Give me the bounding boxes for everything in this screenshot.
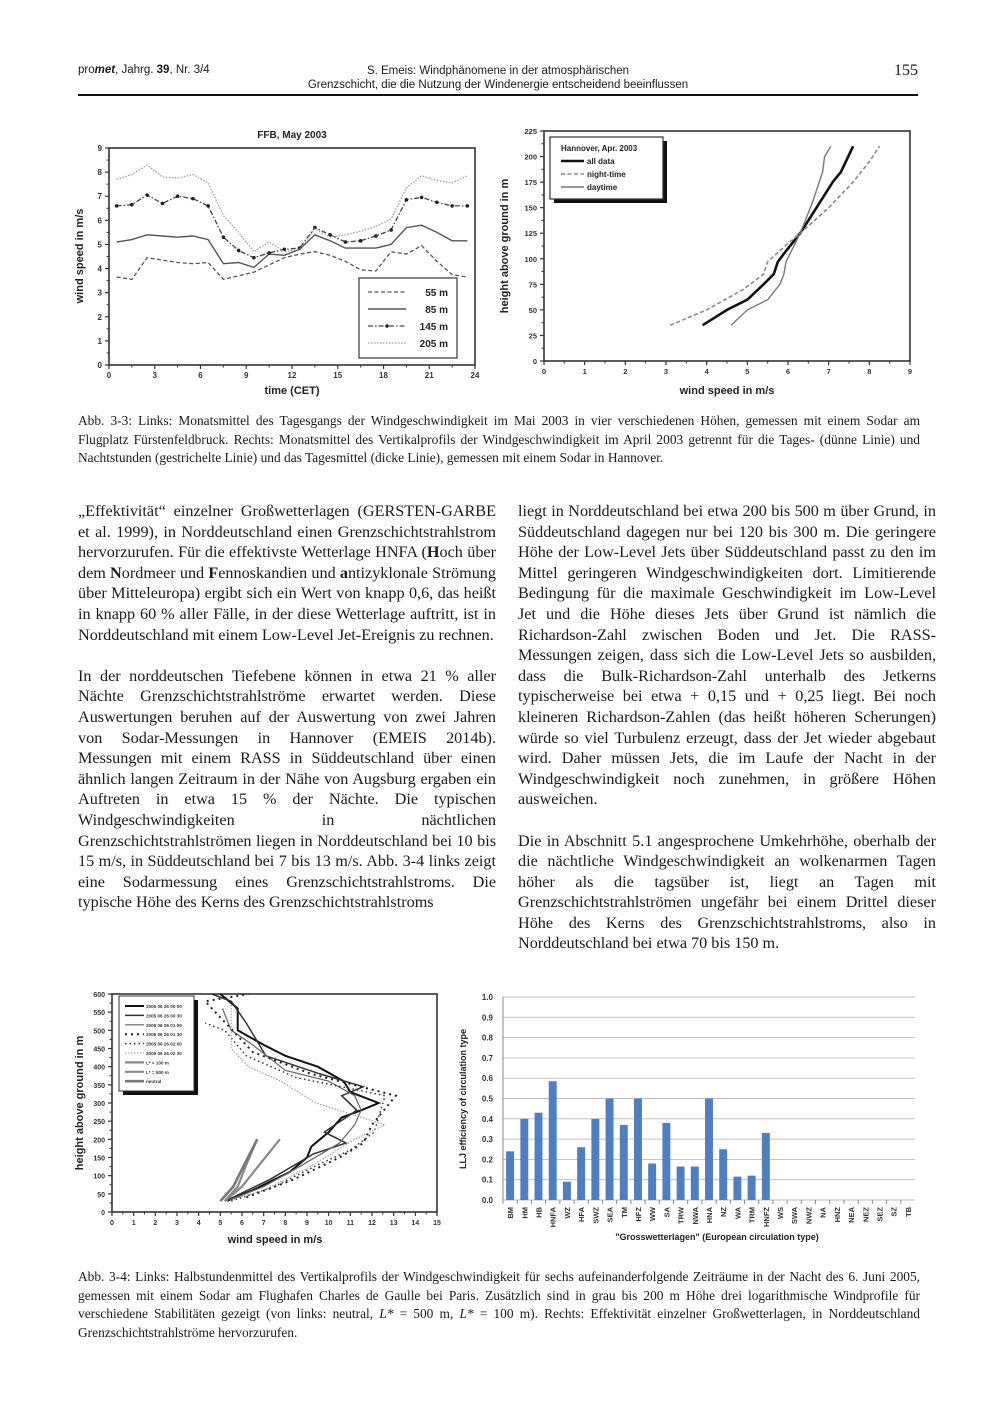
legend-label: 2005 06 26 02 30	[146, 1051, 182, 1056]
legend-label: neutral	[146, 1079, 162, 1085]
journal-name-italic: met	[94, 64, 116, 76]
x-tick-label: 13	[389, 1220, 398, 1227]
paragraph: In der norddeutschen Tiefebene können in etwa 21 % aller Nächte Grenzschichtstrahlströme erwartet werden. Diese Auswertungen beruhen auf der Auswertung von zwei Jahren von Sodar-Messungen in Hannover (EMEIS 2014b). Messungen mit einem RASS in Süddeutschland über einen ähnlich langen Zeitraum in der Nähe von Augsburg ergaben ein Auftreten in etwa 15 % der Nächte. Die typischen Windgeschwindigkeiten in nächtlichen Grenzschichtstrahlströmen liegen in Norddeutschland bei 10 bis 15 m/s, in Süddeutschland bei 7 bis 13 m/s. Abb. 3-4 links zeigt eine Sodarmessung eines Grenzschichtstrahlstroms. Die typische Höhe des Kerns des Grenzschichtstrahlstroms	[78, 666, 496, 912]
journal-year: , Jahrg.	[115, 64, 157, 76]
y-tick-label: 100	[524, 254, 537, 264]
bar	[549, 1081, 557, 1200]
y-axis-label: wind speed in m/s	[74, 208, 86, 304]
x-tick-label: 3	[175, 1220, 179, 1227]
y-tick-label: 100	[93, 1173, 105, 1181]
x-tick-label: 4	[196, 1220, 201, 1227]
bar	[606, 1099, 614, 1201]
bar	[506, 1151, 514, 1200]
x-tick-label: NZ	[719, 1207, 729, 1217]
chart-title: FFB, May 2003	[257, 130, 327, 141]
x-tick-label: HNFA	[548, 1207, 558, 1228]
bar	[762, 1133, 770, 1200]
x-axis-label: wind speed in m/s	[227, 1234, 323, 1246]
x-tick-label: 3	[152, 371, 157, 380]
bar	[719, 1149, 727, 1200]
x-tick-label: 10	[324, 1220, 333, 1227]
bar	[520, 1119, 528, 1200]
x-tick-label: 0	[541, 367, 547, 376]
x-tick-label: WA	[733, 1207, 743, 1220]
x-tick-label: 7	[826, 367, 831, 376]
series-line	[731, 146, 831, 325]
x-tick-label: HNZ	[832, 1207, 842, 1223]
y-tick-label: 1.0	[481, 993, 493, 1002]
y-tick-label: 75	[528, 280, 537, 290]
x-tick-label: HM	[520, 1207, 530, 1219]
x-tick-label: 21	[424, 371, 434, 380]
series-line	[117, 225, 468, 267]
x-tick-label: WW	[648, 1207, 658, 1222]
x-tick-label: 14	[411, 1220, 420, 1227]
y-tick-label: 200	[524, 152, 537, 162]
y-tick-label: 400	[93, 1064, 105, 1072]
chart-hannover-profile	[495, 118, 925, 403]
x-tick-label: 18	[379, 371, 388, 380]
x-axis-label: wind speed in m/s	[679, 385, 775, 397]
y-tick-label: 9	[97, 144, 102, 153]
y-tick-label: 300	[93, 1101, 105, 1108]
x-tick-label: 8	[867, 367, 872, 376]
x-tick-label: 15	[333, 371, 343, 380]
bar	[733, 1177, 741, 1200]
y-tick-label: 600	[93, 992, 105, 999]
x-axis-label: "Grosswetterlagen" (European circulation type)	[615, 1232, 819, 1242]
running-header	[78, 62, 918, 96]
series-line	[205, 994, 396, 1198]
x-tick-label: HB	[534, 1207, 544, 1218]
x-tick-label: SZ	[889, 1207, 899, 1217]
y-axis-label: LLJ efficiency of circulation type	[458, 1028, 468, 1170]
journal-issue: , Nr. 3/4	[169, 64, 210, 76]
text-column-left	[78, 501, 496, 913]
x-tick-label: NEA	[847, 1207, 857, 1223]
y-tick-label: 0	[101, 1210, 105, 1217]
x-tick-label: 9	[907, 367, 913, 376]
chart-llj-profiles	[70, 983, 450, 1248]
legend-label: 2005 06 26 00 30	[146, 1013, 182, 1019]
y-axis-label: height above ground in m	[74, 1035, 86, 1171]
x-tick-label: TRM	[747, 1207, 757, 1224]
paragraph: Die in Abschnitt 5.1 angesprochene Umkehrhöhe, oberhalb der die nächtliche Windgeschwindigkeit an wolkenarmen Tagen höher als die tagsüber ist, liegt an Tagen mit Grenzschichtstrahlströmen ungefähr bei einem Drittel dieser Höhe des Kerns des Grenzschichtstrahlstroms, also in Norddeutschland bei etwa 70 bis 150 m.	[518, 831, 936, 953]
x-tick-label: SWZ	[591, 1207, 601, 1224]
x-tick-label: SEZ	[875, 1207, 885, 1222]
y-tick-label: 8	[97, 168, 102, 178]
x-tick-label: SA	[662, 1207, 672, 1218]
series-line	[227, 1005, 385, 1201]
chart-llj-svg	[70, 983, 450, 1248]
bar	[677, 1167, 685, 1200]
y-tick-label: 350	[93, 1082, 105, 1090]
x-tick-label: HNA	[705, 1207, 714, 1224]
chart-hannover-svg	[495, 118, 925, 403]
x-tick-label: 4	[704, 367, 709, 376]
bar	[648, 1163, 656, 1200]
x-tick-label: 11	[346, 1220, 355, 1227]
y-tick-label: 0.5	[481, 1094, 493, 1104]
y-tick-label: 0.6	[481, 1074, 493, 1084]
y-tick-label: 125	[524, 229, 537, 239]
y-tick-label: 25	[528, 331, 537, 341]
article-title-line2: Grenzschicht, die die Nutzung der Windenergie entscheidend beeinflussen	[307, 79, 689, 91]
x-tick-label: HNFZ	[761, 1207, 771, 1227]
series-line	[703, 146, 854, 325]
legend-label: 85 m	[425, 305, 448, 316]
x-tick-label: 1	[131, 1220, 136, 1227]
x-tick-label: 3	[663, 367, 669, 376]
x-tick-label: 8	[283, 1220, 288, 1227]
y-tick-label: 7	[97, 192, 102, 202]
legend-label: night-time	[587, 170, 626, 179]
legend-label: 205 m	[419, 339, 448, 350]
x-tick-label: NWA	[690, 1207, 700, 1225]
y-tick-label: 0.3	[481, 1135, 493, 1145]
x-tick-label: 0	[106, 371, 112, 380]
bar	[634, 1099, 642, 1201]
x-tick-label: 2	[623, 367, 628, 376]
y-tick-label: 2	[97, 312, 102, 322]
y-tick-label: 0.7	[481, 1053, 493, 1063]
x-tick-label: TB	[903, 1207, 913, 1217]
y-tick-label: 550	[93, 1010, 105, 1018]
x-tick-label: 1	[582, 367, 587, 376]
legend-label: L* = 500 m	[146, 1069, 169, 1075]
y-tick-label: 150	[524, 203, 537, 213]
bar	[662, 1123, 670, 1200]
x-tick-label: TM	[619, 1207, 629, 1218]
journal-prefix: pro	[78, 64, 95, 76]
x-tick-label: HFA	[577, 1207, 587, 1222]
legend-label: L* = 100 m	[146, 1060, 169, 1066]
y-tick-label: 450	[93, 1046, 105, 1054]
y-tick-label: 0	[532, 357, 537, 366]
x-tick-label: SWA	[790, 1207, 800, 1225]
x-tick-label: 6	[785, 367, 791, 376]
x-tick-label: BM	[506, 1207, 516, 1219]
bar	[577, 1147, 585, 1200]
article-title-line1: S. Emeis: Windphänomene in der atmosphärischen	[366, 65, 630, 77]
x-tick-label: 12	[368, 1220, 376, 1227]
page-number: 155	[894, 62, 918, 79]
y-tick-label: 150	[93, 1155, 105, 1163]
legend-label: 55 m	[425, 288, 448, 299]
y-tick-label: 0	[97, 361, 102, 370]
legend-label: 2005 06 26 01 30	[146, 1032, 182, 1038]
y-tick-label: 250	[93, 1119, 105, 1127]
x-tick-label: 2	[153, 1220, 158, 1227]
y-tick-label: 5	[97, 240, 102, 250]
y-tick-label: 0.9	[481, 1013, 493, 1023]
journal-volume: 39	[156, 64, 170, 76]
x-tick-label: 9	[244, 371, 249, 380]
paragraph: liegt in Norddeutschland bei etwa 200 bis 500 m über Grund, in Süddeutschland dagegen nur bei 120 bis 300 m. Die geringere Höhe der Low-Level Jets über Süddeutschland passt zu den im Mittel geringeren Windgeschwindigkeiten dort. Limitierende Bedingung für die maximale Geschwindigkeit im Low-Level Jet und die Höhe dieses Jets über Grund ist nämlich die Richardson-Zahl zwischen Boden und Jet. Die RASS-Messungen zeigen, dass sich die Low-Level Jets so ausbilden, dass die Bulk-Richardson-Zahl unterhalb des Jetkerns typischerweise bei etwa + 0,15 und + 0,25 liegt. Bei noch kleineren Richardson-Zahlen (das heißt höheren Scherungen) würde so viel Turbulenz erzeugt, dass der Jet wieder abgebaut wird. Daher müssen Jets, die im Laufe der Nacht in der Windgeschwindigkeit noch zunehmen, in größere Höhen ausweichen.	[518, 502, 936, 809]
bar	[591, 1119, 599, 1200]
bar	[620, 1125, 628, 1200]
legend-title: Hannover, Apr. 2003	[561, 144, 638, 153]
y-tick-label: 200	[93, 1137, 105, 1145]
legend-label: 145 m	[419, 322, 448, 333]
y-tick-label: 0.0	[481, 1196, 493, 1205]
bar	[563, 1182, 571, 1200]
chart-ffb-diurnal	[70, 118, 490, 403]
y-tick-label: 50	[97, 1191, 105, 1199]
series-line	[117, 165, 468, 252]
y-tick-label: 0.2	[481, 1155, 493, 1165]
y-tick-label: 6	[97, 216, 102, 226]
series-line	[212, 994, 364, 1199]
x-tick-label: NA	[818, 1207, 828, 1218]
bar	[705, 1099, 713, 1201]
legend-label: daytime	[587, 183, 618, 192]
x-tick-label: 7	[261, 1220, 266, 1227]
chart-gwl-svg	[455, 983, 925, 1248]
legend-label: all data	[587, 157, 615, 166]
x-tick-label: WS	[776, 1207, 786, 1220]
y-tick-label: 500	[93, 1028, 105, 1036]
y-tick-label: 0.1	[481, 1175, 493, 1185]
bar	[748, 1176, 756, 1200]
y-tick-label: 4	[97, 264, 102, 274]
bar	[691, 1167, 699, 1200]
y-tick-label: 225	[524, 127, 537, 136]
text-column-right	[518, 501, 936, 954]
x-axis-label: time (CET)	[264, 385, 320, 397]
figure-3-4-caption: Abb. 3-4: Links: Halbstundenmittel des Vertikalprofils der Windgeschwindigkeit für sechs aufeinanderfolgende Zeiträume in der Nacht des 6. Juni 2005, gemessen mit einem Sodar am Flughafen Charles de Gaulle bei Paris. Zusätzlich sind in grau bis 200 m Höhe drei logarithmische Windprofile für verschiedene Stabilitäten gezeigt (von links: neutral, L* = 500 m, L* = 100 m). Rechts: Effektivität einzelner Großwetterlagen, in Norddeutschland Grenzschichtstrahlströme hervorzurufen.	[78, 1269, 921, 1340]
x-tick-label: 15	[433, 1220, 441, 1227]
y-tick-label: 0.8	[481, 1033, 493, 1043]
legend-label: 2005 06 26 00 00	[146, 1004, 182, 1009]
chart-gwl-efficiency	[455, 983, 925, 1248]
x-tick-label: NWZ	[804, 1207, 814, 1225]
y-tick-label: 3	[97, 288, 102, 298]
chart-ffb-svg	[70, 118, 490, 403]
paragraph: „Effektivität“ einzelner Großwetterlagen (GERSTEN-GARBE et al. 1999), in Norddeutschland einen Grenzschichtstrahlstrom hervorzurufen. Für die effektivste Wetterlage HNFA (Hoch über dem Nordmeer und Fennoskandien und antizyklonale Strömung über Mitteleuropa) ergibt sich ein Wert von knapp 0,6, das heißt in knapp 60 % aller Fälle, in der diese Wetterlage auftritt, ist in Norddeutschland mit einem Low-Level Jet-Ereignis zu rechnen.	[78, 502, 496, 644]
series-line	[670, 146, 879, 325]
x-tick-label: 12	[287, 371, 297, 380]
x-tick-label: 5	[745, 367, 750, 376]
x-tick-label: WZ	[562, 1207, 572, 1219]
x-tick-label: NEZ	[861, 1207, 871, 1222]
x-tick-label: 24	[470, 371, 480, 380]
y-tick-label: 175	[524, 178, 537, 188]
x-tick-label: 5	[218, 1220, 223, 1227]
legend-label: 2005 06 26 01 00	[146, 1022, 182, 1028]
y-tick-label: 50	[528, 305, 537, 315]
bar	[535, 1113, 543, 1200]
header-rule	[78, 94, 918, 96]
x-tick-label: 6	[240, 1220, 244, 1227]
x-tick-label: 9	[305, 1220, 309, 1227]
legend-label: 2005 06 26 02 00	[146, 1041, 182, 1047]
article-title	[288, 64, 708, 92]
x-tick-label: TRW	[676, 1207, 686, 1224]
y-tick-label: 0.4	[481, 1114, 493, 1124]
y-tick-label: 1	[97, 336, 102, 346]
x-tick-label: SEA	[605, 1207, 615, 1223]
figure-3-3-caption: Abb. 3-3: Links: Monatsmittel des Tagesgangs der Windgeschwindigkeit im Mai 2003 in vier verschiedenen Höhen, gemessen mit einem Sodar am Flugplatz Fürstenfeldbruck. Rechts: Monatsmittel des Vertikalprofils der Windgeschwindigkeit im April 2003 getrennt für die Tages- (dünne Linie) und Nachtstunden (gestrichelte Linie) und das Tagesmittel (dicke Linie), gemessen mit einem Sodar in Hannover.	[78, 413, 920, 465]
x-tick-label: 0	[110, 1220, 114, 1227]
y-axis-label: height above ground in m	[499, 178, 511, 314]
journal-info	[78, 64, 210, 76]
x-tick-label: 6	[198, 371, 203, 380]
x-tick-label: HFZ	[633, 1207, 643, 1222]
